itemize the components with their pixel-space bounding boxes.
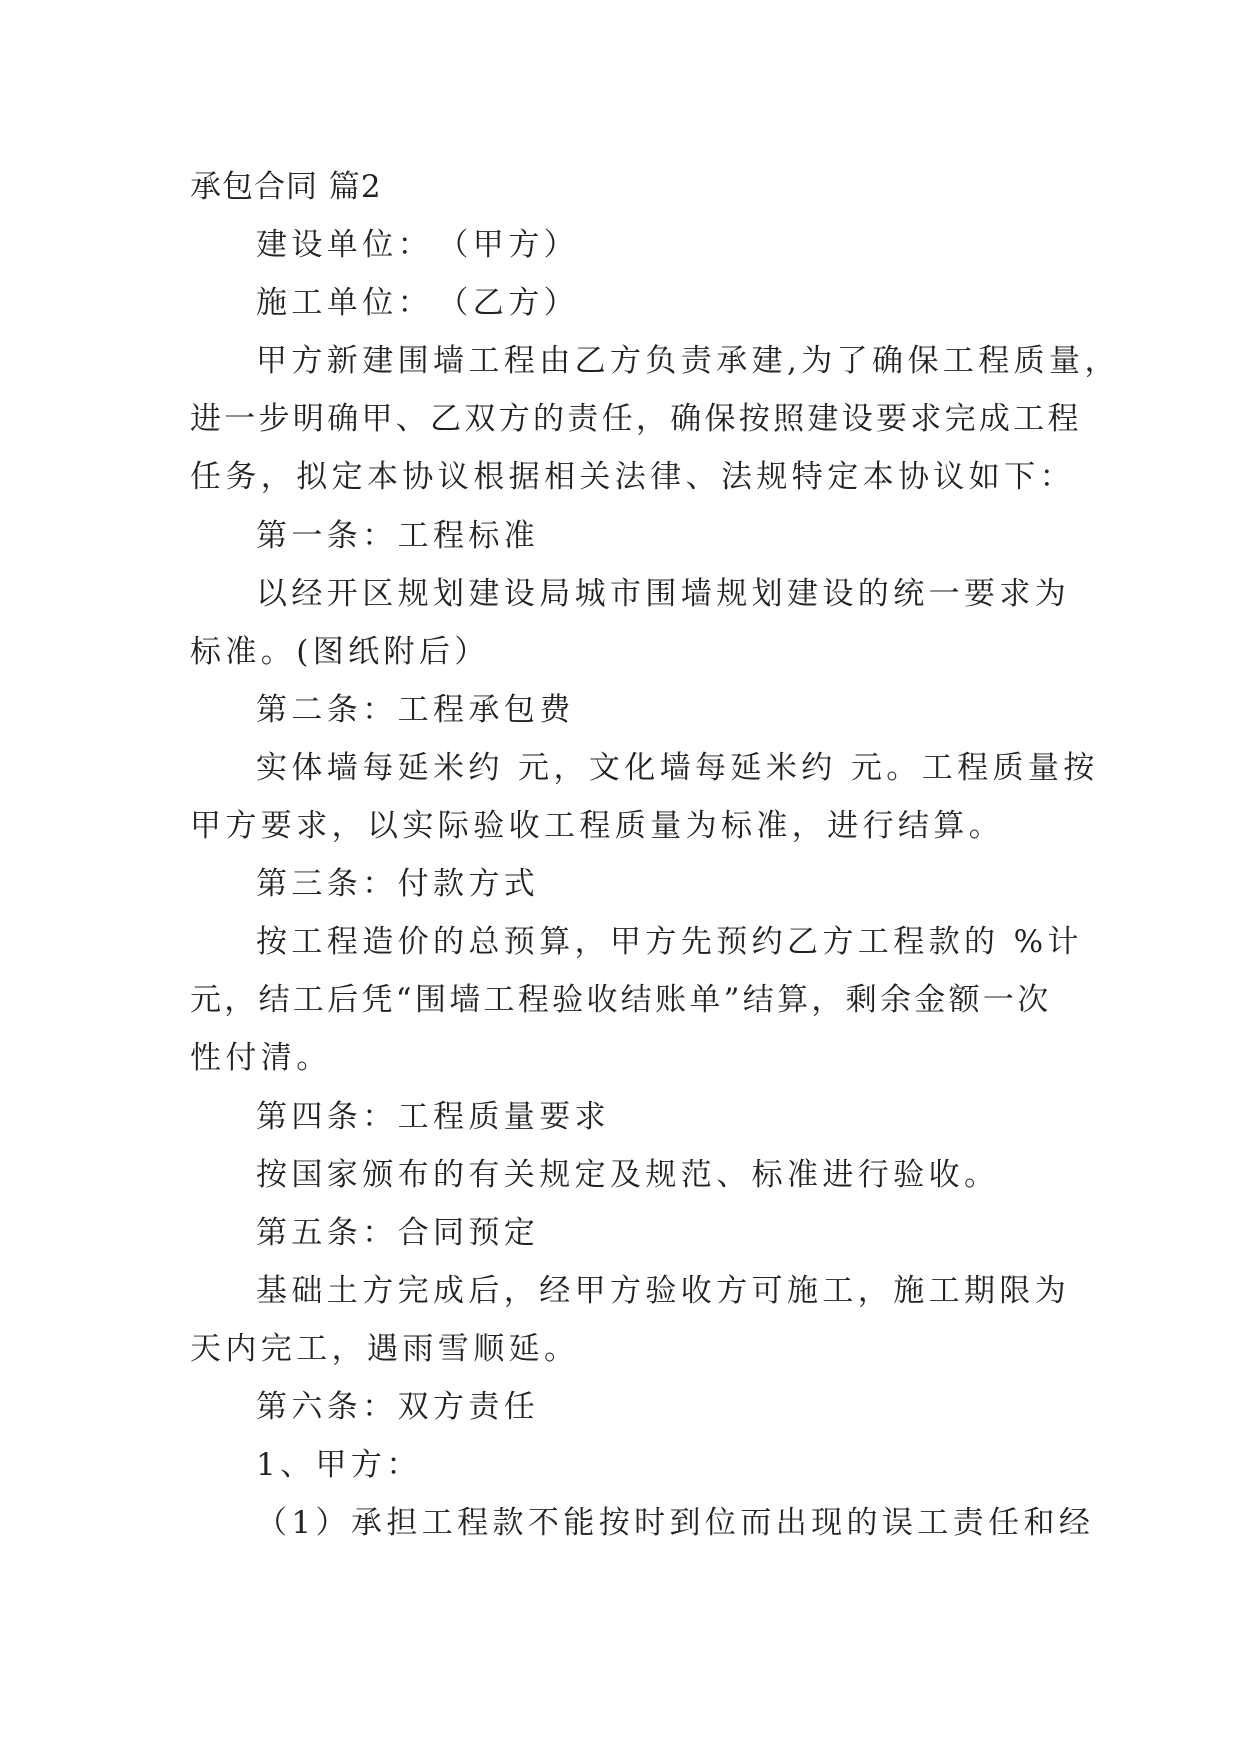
paragraph-line: 基础土方完成后，经甲方验收方可施工，施工期限为 — [256, 1272, 1071, 1309]
clause-heading: 第二条：工程承包费 — [256, 691, 575, 728]
clause-heading: 第一条：工程标准 — [256, 517, 540, 554]
paragraph-line: 以经开区规划建设局城市围墙规划建设的统一要求为 — [256, 575, 1071, 612]
paragraph-line: 元，结工后凭“围墙工程验收结账单”结算，剩余金额一次 — [190, 982, 1052, 1019]
paragraph-line: 进一步明确甲、乙双方的责任，确保按照建设要求完成工程 — [190, 401, 1082, 438]
paragraph-line: 按工程造价的总预算，甲方先预约乙方工程款的 %计 — [256, 924, 1083, 961]
clause-heading: 第四条：工程质量要求 — [256, 1098, 610, 1135]
sub-heading: 1、甲方： — [256, 1447, 422, 1484]
document-title: 承包合同 篇2 — [190, 169, 382, 205]
paragraph-line: 任务，拟定本协议根据相关法律、法规特定本协议如下： — [190, 459, 1075, 496]
document-body — [190, 158, 1120, 1552]
party-b-line: 施工单位： （乙方） — [256, 285, 579, 322]
paragraph-line: 实体墙每延米约 元，文化墙每延米约 元。工程质量按 — [256, 749, 1099, 786]
clause-heading: 第六条：双方责任 — [256, 1388, 540, 1425]
clause-heading: 第三条：付款方式 — [256, 866, 540, 903]
party-a-line: 建设单位： （甲方） — [256, 227, 579, 264]
paragraph-line: 天内完工，遇雨雪顺延。 — [190, 1330, 580, 1367]
paragraph-line: 甲方新建围墙工程由乙方负责承建,为了确保工程质量， — [256, 343, 1120, 380]
paragraph-line: （1）承担工程款不能按时到位而出现的误工责任和经 — [256, 1505, 1095, 1542]
paragraph-line: 甲方要求，以实际验收工程质量为标准，进行结算。 — [190, 808, 1005, 845]
clause-heading: 第五条：合同预定 — [256, 1214, 540, 1251]
paragraph-line: 性付清。 — [190, 1040, 332, 1077]
paragraph-line: 标准。(图纸附后） — [190, 633, 490, 670]
paragraph-line: 按国家颁布的有关规定及规范、标准进行验收。 — [256, 1156, 1000, 1193]
